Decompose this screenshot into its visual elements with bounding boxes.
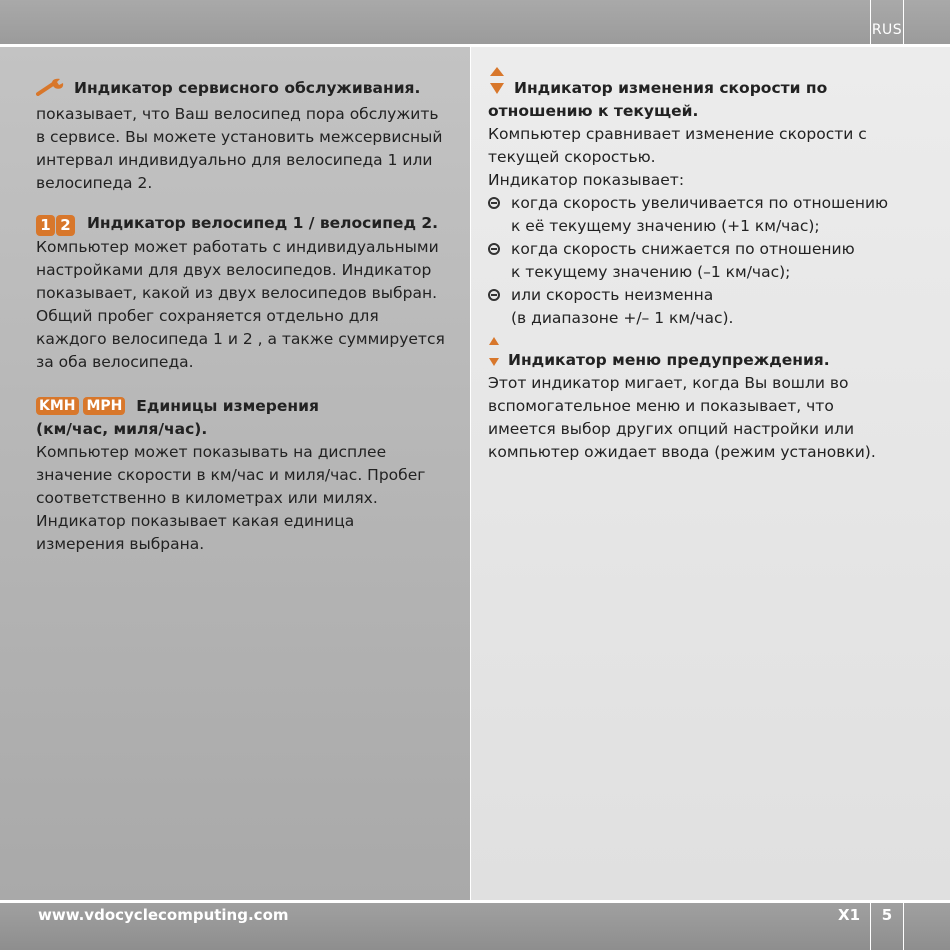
page-number: 5: [881, 906, 893, 924]
speed-change-section: Индикатор изменения скорости по отношению к текущей. Компьютер сравнивает изменение скорости с текущей скоростью. Индикатор показывает: когда скорость увеличивается по отношению к её текущему значению (+1 км/час); когда скорость снижается по отношению к текущему значению (–1 км/час); или скорость неизменна (в диапазоне +/– 1 км/час).: [488, 66, 928, 330]
speed-bullet-icon: [488, 197, 500, 209]
kmh-badge: KMH: [36, 397, 79, 415]
units-title: Единицы измерения: [136, 397, 319, 415]
warning-line-3: имеется выбор других опций настройки или: [488, 420, 855, 438]
speed-bullet-icon: [488, 289, 500, 301]
website-link[interactable]: www.vdocyclecomputing.com: [38, 906, 289, 924]
warning-section: Индикатор меню предупреждения. Этот индикатор мигает, когда Вы вошли во вспомогательное меню и показывает, что имеется выбор других опций настройки или компьютер ожидает ввода (режим установки).: [488, 332, 928, 464]
mph-badge: MPH: [83, 397, 125, 415]
column-divider: [470, 47, 471, 900]
bullet-line: когда скорость увеличивается по отношению: [511, 194, 889, 212]
warning-line-1: Этот индикатор мигает, когда Вы вошли во: [488, 374, 849, 392]
units-title-2: (км/час, миля/час): [36, 420, 202, 438]
speed-bullet-icon: [488, 243, 500, 255]
speed-intro-2: текущей скоростью.: [488, 148, 656, 166]
units-line-2: значение скорости в км/час и миля/час. Пробег: [36, 466, 426, 484]
bike-line-2: настройками для двух велосипедов. Индикатор: [36, 261, 432, 279]
bike-line-3: показывает, какой из двух велосипедов выбран.: [36, 284, 438, 302]
speed-change-title-2: отношению к текущей: [488, 102, 693, 120]
speed-intro-1: Компьютер сравнивает изменение скорости с: [488, 125, 867, 143]
units-section: KMH MPH Единицы измерения (км/час, миля/час). Компьютер может показывать на дисплее значение скорости в км/час и миля/час. Пробег соответственно в километрах или милях. Индикатор показывает какая единица измерения выбрана.: [36, 395, 461, 556]
warning-title: Индикатор меню предупреждения: [508, 351, 824, 369]
service-line-2: в сервисе. Вы можете установить межсервисный: [36, 128, 443, 146]
top-bar: [0, 0, 950, 44]
bike-2-badge: 2: [56, 215, 75, 236]
service-section: Индикатор сервисного обслуживания. показывает, что Ваш велосипед пора обслужить в сервисе. Вы можете установить межсервисный интервал индивидуально для велосипеда 1 или велосипеда 2.: [36, 77, 461, 195]
list-item: [488, 284, 928, 330]
warning-line-2: вспомогательное меню и показывает, что: [488, 397, 834, 415]
bike-1-badge: 1: [36, 215, 55, 236]
service-line-1: показывает, что Ваш велосипед пора обслужить: [36, 105, 439, 123]
bullet-line: или скорость неизменна: [511, 286, 714, 304]
wrench-icon: [36, 78, 66, 103]
service-line-3: интервал индивидуально для велосипеда 1 или: [36, 151, 433, 169]
bullet-line: к её текущему значению (+1 км/час);: [511, 217, 820, 235]
bullet-line: когда скорость снижается по отношению: [511, 240, 855, 258]
list-item: [488, 192, 928, 238]
service-title: Индикатор сервисного обслуживания: [74, 79, 415, 97]
speed-change-title: Индикатор изменения скорости по: [514, 79, 828, 97]
units-line-3: соответственно в километрах или милях.: [36, 489, 378, 507]
bike-title: Индикатор велосипед 1 / велосипед 2: [86, 214, 433, 232]
language-label: RUS: [871, 22, 903, 38]
list-item: [488, 238, 928, 284]
bike-line-5: каждого велосипеда 1 и 2 , а также суммируется: [36, 330, 445, 348]
speed-change-arrows-icon: [488, 66, 506, 103]
speed-intro-3: Индикатор показывает:: [488, 171, 685, 189]
model-label: X1: [838, 906, 861, 924]
bike-line-6: за оба велосипеда.: [36, 353, 194, 371]
warning-line-4: компьютер ожидает ввода (режим установки).: [488, 443, 876, 461]
menu-arrows-icon: [488, 334, 500, 377]
service-line-4: велосипеда 2.: [36, 174, 153, 192]
bike-section: 1 2 Индикатор велосипед 1 / велосипед 2. Компьютер может работать с индивидуальными настройками для двух велосипедов. Индикатор показывает, какой из двух велосипедов выбран. Общий пробег сохраняется отдельно для каждого велосипеда 1 и 2 , а также суммируется за оба велосипеда.: [36, 212, 461, 374]
units-line-5: измерения выбрана.: [36, 535, 205, 553]
units-line-4: Индикатор показывает какая единица: [36, 512, 355, 530]
bullet-line: (в диапазоне +/– 1 км/час).: [511, 309, 734, 327]
bike-line-4: Общий пробег сохраняется отдельно для: [36, 307, 379, 325]
bike-line-1: Компьютер может работать с индивидуальными: [36, 238, 439, 256]
bullet-line: к текущему значению (–1 км/час);: [511, 263, 791, 281]
units-line-1: Компьютер может показывать на дисплее: [36, 443, 387, 461]
